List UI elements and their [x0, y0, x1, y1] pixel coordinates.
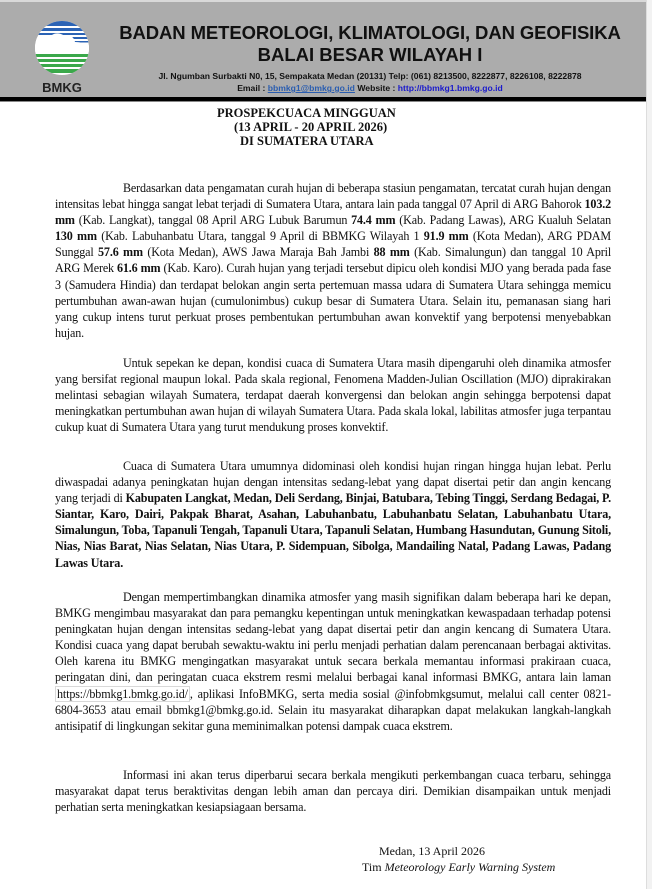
org-address: Jl. Ngumban Surbakti N0, 15, Sempakata Medan (20131) Telp: (061) 8213500, 8222877, 8226108, 8222878 [158, 71, 582, 81]
org-name: BADAN METEOROLOGI, KLIMATOLOGI, DAN GEOFISIKA [119, 22, 621, 43]
text-segment: (Kab. Simalungun) dan tanggal 10 April ARG Merek [55, 245, 612, 276]
page-edge [646, 0, 652, 889]
paragraph-affected-regions [55, 458, 611, 571]
signature-block [362, 843, 622, 875]
paragraph-advisory [55, 589, 611, 734]
text-segment: (Kota Medan), ARG PDAM Sunggal [55, 229, 611, 260]
header-divider [0, 97, 646, 102]
team-prefix: Tim [362, 860, 385, 874]
text-segment: Cuaca di Sumatera Utara umumnya didominasi oleh kondisi hujan ringan hingga hujan lebat. Perlu diwaspadai adanya peningkatan hujan dengan intensitas sedang-lebat yang dapat disertai petir dan angin kencang yang terjadi di [55, 459, 611, 506]
text-segment: (Kab. Karo). Curah hujan yang terjadi tersebut dipicu oleh kondisi MJO yang berada pada fase 3 (Samudera Hindia) dan terdapat belokan angin serta pertemuan massa udara di Sumatera Utara sehingga memicu pertumbuhan awan-awan hujan (cumulonimbus) cukup besar di Sumatera Utara. Selain itu, pemanasan siang hari yang cukup intens turut perkuat proses pembentukan pertumbuhan awan konvektif yang berpotensi menyebabkan hujan. [55, 261, 611, 340]
rainfall-value: 130 mm [55, 229, 97, 244]
paragraph-closing: Informasi ini akan terus diperbarui secara berkala mengikuti perkembangan cuaca terbaru, sehingga masyarakat dapat terus beraktivitas dengan lebih aman dan percaya diri. Demikian disampaikan untuk menjadi perhatian serta meningkatkan kesiapsiagaan bersama. [55, 768, 611, 815]
bbmkg-website-link[interactable]: https://bbmkg1.bmkg.go.id/ [57, 686, 188, 701]
text-segment: Berdasarkan data pengamatan curah hujan di beberapa stasiun pengamatan, tercatat curah hujan dengan intensitas lebat hingga sangat lebat terjadi di Sumatera Utara, antara lain pada tanggal 07 April di ARG Bahorok [55, 181, 611, 212]
paragraph-observations [55, 180, 611, 341]
rainfall-value: 103.2 mm [55, 197, 611, 228]
affected-regions-list: Kabupaten Langkat, Medan, Deli Serdang, Binjai, Batubara, Tebing Tinggi, Serdang Bedagai, P. Siantar, Karo, Dairi, Pakpak Bharat, Asahan, Labuhanbatu, Labuhanbatu Selatan, Labuhanbatu Utara, Simalungun, Toba, Tapanuli Tengah, Tapanuli Utara, Tapanuli Selatan, Humbang Hasundutan, Gunung Sitoli, Nias, Nias Barat, Nias Selatan, Nias Utara, P. Sidempuan, Sibolga, Mandailing Natal, Padang Lawas, Padang Lawas Utara. [55, 491, 611, 570]
text-segment: Dengan mempertimbangkan dinamika atmosfer yang masih signifikan dalam beberapa hari ke depan, BMKG mengimbau masyarakat dan para pemangku kepentingan untuk meningkatkan kewaspadaan terhadap potensi peningkatan hujan dengan intensitas sedang-lebat yang dapat disertai petir dan angin kencang di Sumatera Utara. Kondisi cuaca yang dapat berubah sewaktu-waktu ini perlu menjadi perhatian dalam perencanaan berbagai aktivitas. Oleh karena itu BMKG mengingatkan masyarakat untuk secara berkala memantau informasi prakiraan cuaca, peringatan dini, dan peringatan cuaca ekstrem resmi melalui berbagai kanal informasi BMKG, antara lain laman [55, 590, 611, 685]
contact-line [95, 82, 645, 94]
website-link[interactable]: http://bbmkg1.bmkg.go.id [397, 83, 503, 93]
team-signature [362, 859, 622, 875]
text-segment: (Kab. Padang Lawas), ARG Kualuh Selatan [395, 213, 611, 228]
bmkg-logo-icon [33, 20, 91, 80]
document-title [150, 106, 500, 148]
org-unit: BALAI BESAR WILAYAH I [257, 44, 483, 65]
logo-text: BMKG [42, 80, 82, 95]
rainfall-value: 61.6 mm [117, 261, 161, 276]
email-label: Email : [237, 83, 266, 93]
title-line-1: PROSPEKCUACA MINGGUAN [217, 106, 396, 120]
team-name: Meteorology Early Warning System [384, 860, 556, 874]
rainfall-value: 91.9 mm [423, 229, 469, 244]
rainfall-value: 57.6 mm [98, 245, 143, 260]
text-segment: (Kota Medan), AWS Jawa Maraja Bah Jambi [142, 245, 374, 260]
website-label: Website : [357, 83, 396, 93]
text-segment: (Kab. Labuhanbatu Utara, tanggal 9 April di BBMKG Wilayah 1 [96, 229, 424, 244]
text-segment: , aplikasi InfoBMKG, serta media sosial @infobmkgsumut, melalui call center 0821-6804-3653 atau email bbmkg1@bmkg.go.id. Selain itu masyarakat diharapkan dapat melakukan langkah-langkah antisipatif di lingkungan sekitar guna meminimalkan potensi dampak cuaca ekstrem. [55, 686, 611, 733]
bmkg-logo [33, 20, 91, 96]
letterhead [0, 0, 646, 97]
email-link[interactable]: bbmkg1@bmkg.go.id [267, 83, 355, 93]
title-region: DI SUMATERA UTARA [240, 134, 374, 148]
text-segment: (Kab. Langkat), tanggal 08 April ARG Lubuk Barumun [74, 213, 352, 228]
rainfall-value: 74.4 mm [351, 213, 396, 228]
place-date: Medan, 13 April 2026 [379, 844, 485, 858]
paragraph-outlook: Untuk sepekan ke depan, kondisi cuaca di Sumatera Utara masih dipengaruhi oleh dinamika atmosfer yang bersifat regional maupun lokal. Pada skala regional, Fenomena Madden-Julian Oscillation (MJO) diprakirakan melintasi sebagian wilayah Sumatera, terdapat daerah konvergensi dan belokan angin sehingga berpotensi dapat meningkatkan pertumbuhan awan hujan di wilayah Sumatera Utara. Pada skala lokal, labilitas atmosfer juga terpantau cukup kuat di Sumatera Utara yang turut mendukung proses konvektif. [55, 356, 611, 435]
rainfall-value: 88 mm [373, 245, 410, 260]
title-date-range: (13 APRIL - 20 APRIL 2026) [234, 120, 388, 134]
